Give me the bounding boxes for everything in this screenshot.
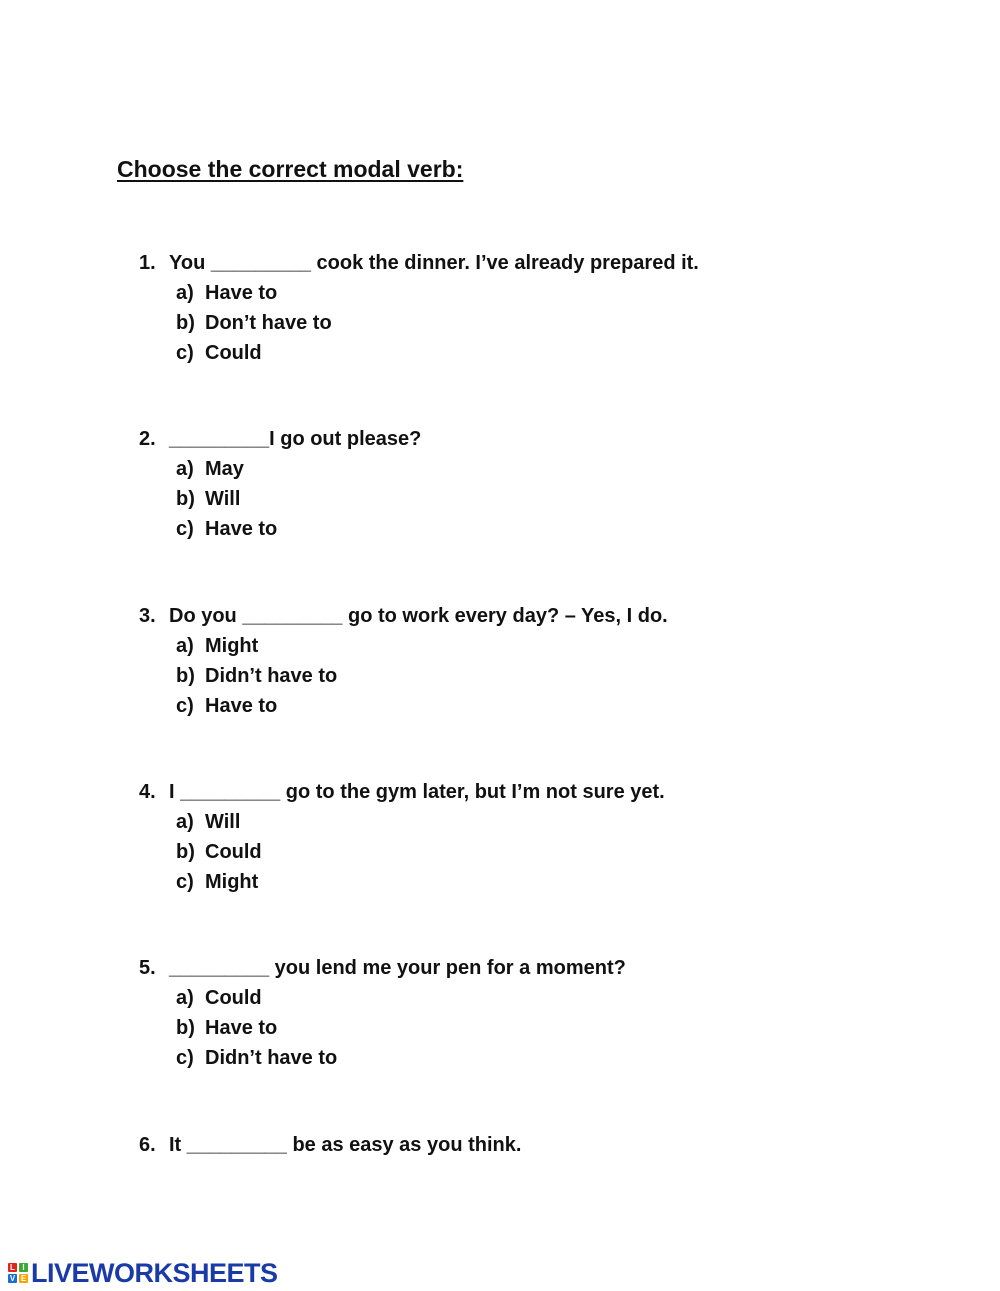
question-line — [139, 601, 899, 631]
logo-mark-icon — [8, 1263, 28, 1283]
logo-text: LIVEWORKSHEETS — [31, 1257, 278, 1288]
question-text: Do you _________ go to work every day? – Yes, I do. — [169, 605, 668, 627]
worksheet-title: Choose the correct modal verb: — [117, 156, 464, 182]
option-b[interactable] — [139, 308, 899, 338]
option-letter: b) — [176, 312, 195, 334]
question-2 — [139, 424, 899, 544]
option-text: Could — [205, 342, 262, 364]
question-text: I _________ go to the gym later, but I’m not sure yet. — [169, 781, 665, 803]
question-number: 1. — [139, 252, 156, 274]
option-text: Might — [205, 635, 259, 657]
option-letter: a) — [176, 987, 194, 1009]
option-text: Might — [205, 871, 259, 893]
option-c[interactable] — [139, 691, 899, 721]
option-letter: c) — [176, 518, 194, 540]
question-3 — [139, 601, 899, 721]
question-4 — [139, 777, 899, 897]
option-text: Don’t have to — [205, 312, 332, 334]
question-number: 3. — [139, 605, 156, 627]
option-letter: c) — [176, 1047, 194, 1069]
question-number: 6. — [139, 1134, 156, 1156]
option-c[interactable] — [139, 1043, 899, 1073]
question-number: 2. — [139, 428, 156, 450]
option-c[interactable] — [139, 514, 899, 544]
option-a[interactable] — [139, 807, 899, 837]
option-letter: a) — [176, 282, 194, 304]
option-b[interactable] — [139, 1013, 899, 1043]
option-letter: a) — [176, 458, 194, 480]
question-number: 5. — [139, 957, 156, 979]
option-c[interactable] — [139, 867, 899, 897]
option-text: Didn’t have to — [205, 665, 338, 687]
option-letter: b) — [176, 841, 195, 863]
option-letter: c) — [176, 342, 194, 364]
option-letter: b) — [176, 665, 195, 687]
question-text: It _________ be as easy as you think. — [169, 1134, 522, 1156]
option-text: May — [205, 458, 244, 480]
question-line — [139, 248, 899, 278]
option-letter: b) — [176, 488, 195, 510]
option-a[interactable] — [139, 278, 899, 308]
option-text: Will — [205, 488, 241, 510]
liveworksheets-logo — [8, 1258, 278, 1288]
option-text: Have to — [205, 282, 278, 304]
question-text: You _________ cook the dinner. I’ve already prepared it. — [169, 252, 699, 274]
question-6 — [139, 1130, 899, 1160]
option-b[interactable] — [139, 661, 899, 691]
question-line — [139, 777, 899, 807]
question-5 — [139, 953, 899, 1073]
option-b[interactable] — [139, 837, 899, 867]
option-a[interactable] — [139, 631, 899, 661]
question-line — [139, 953, 899, 983]
option-a[interactable] — [139, 454, 899, 484]
option-c[interactable] — [139, 338, 899, 368]
option-b[interactable] — [139, 484, 899, 514]
option-letter: a) — [176, 811, 194, 833]
question-1 — [139, 248, 899, 368]
question-number: 4. — [139, 781, 156, 803]
option-text: Could — [205, 987, 262, 1009]
option-letter: b) — [176, 1017, 195, 1039]
logo-cell: E — [20, 1274, 27, 1283]
option-letter: a) — [176, 635, 194, 657]
option-letter: c) — [176, 871, 194, 893]
option-a[interactable] — [139, 983, 899, 1013]
logo-cell: L — [8, 1263, 17, 1272]
question-line — [139, 1130, 899, 1160]
logo-cell: I — [19, 1263, 28, 1272]
option-text: Could — [205, 841, 262, 863]
option-letter: c) — [176, 695, 194, 717]
question-text: _________ you lend me your pen for a moment? — [169, 957, 626, 979]
option-text: Have to — [205, 518, 278, 540]
question-line — [139, 424, 899, 454]
option-text: Have to — [205, 695, 278, 717]
question-text: _________I go out please? — [169, 428, 422, 450]
option-text: Didn’t have to — [205, 1047, 338, 1069]
option-text: Have to — [205, 1017, 278, 1039]
logo-cell: V — [9, 1274, 16, 1283]
option-text: Will — [205, 811, 241, 833]
